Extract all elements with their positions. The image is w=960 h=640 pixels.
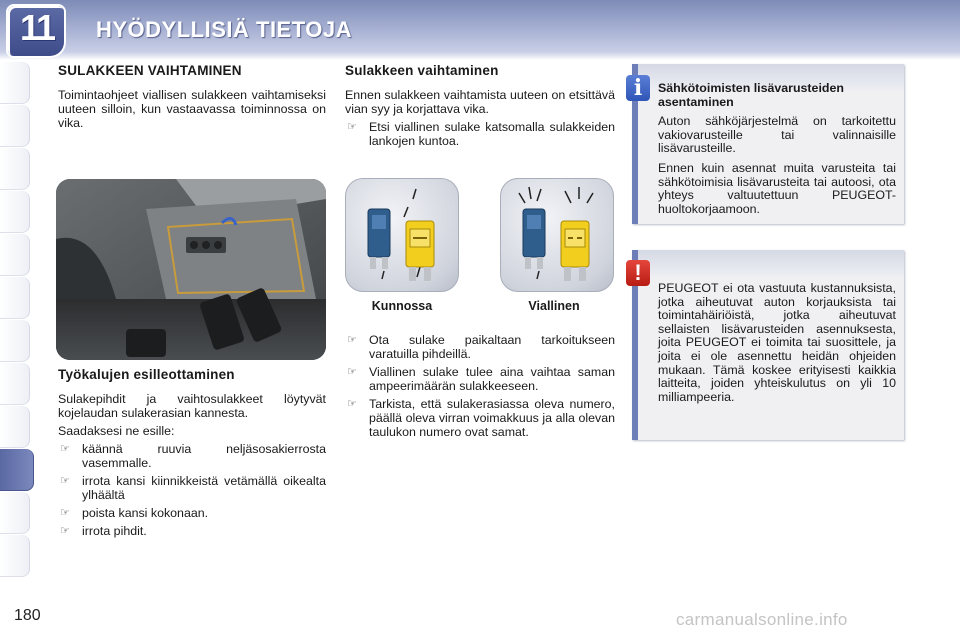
- thumb-tab[interactable]: [0, 492, 30, 534]
- left-column-bottom: [58, 368, 326, 542]
- pointing-hand-icon: ☞: [60, 507, 70, 519]
- thumb-tab[interactable]: [0, 320, 30, 362]
- fuse-check-list: [345, 120, 615, 148]
- chapter-thumb-index: [0, 62, 34, 574]
- pointing-hand-icon: ☞: [347, 334, 357, 346]
- thumb-tab[interactable]: [0, 535, 30, 577]
- thumb-tab[interactable]: [0, 105, 30, 147]
- thumb-tab[interactable]: [0, 191, 30, 233]
- pointing-hand-icon: ☞: [347, 121, 357, 133]
- list-item: ☞ Etsi viallinen sulake katsomalla sulakkeiden lankojen kuntoa.: [347, 120, 615, 148]
- fuse-faulty-illustration: [500, 178, 614, 292]
- list-item: ☞ Tarkista, että sulakerasiassa oleva numero, päällä oleva virran voimakkuus ja alla olevan taulukon numero ovat samat.: [347, 397, 615, 439]
- tools-lead: Saadaksesi ne esille:: [58, 424, 175, 438]
- blown-fuse-icon: [501, 179, 615, 293]
- fuse-faulty-caption: Viallinen: [528, 299, 580, 313]
- tools-steps-list: [58, 442, 326, 538]
- info-paragraph: Auton sähköjärjestelmä on tarkoitettu vakiovarusteille tai valinnaisille lisävarusteille.: [658, 114, 896, 156]
- fuse-change-heading: Sulakkeen vaihtaminen: [345, 63, 499, 78]
- fuse-ok-illustration: [345, 178, 459, 292]
- section-heading: SULAKKEEN VAIHTAMINEN: [58, 63, 242, 78]
- chapter-number: 11: [19, 7, 55, 48]
- list-item: ☞ Ota sulake paikaltaan tarkoitukseen varatuilla pihdeillä.: [347, 333, 615, 361]
- list-item: ☞ irrota kansi kiinnikkeistä vetämällä oikealta ylhäältä: [60, 474, 326, 502]
- warning-icon: !: [626, 260, 650, 286]
- pointing-hand-icon: ☞: [347, 398, 357, 410]
- warning-text: PEUGEOT ei ota vastuuta kustannuksista, jotka aiheutuvat auton korjauksista tai toimintahäiriöistä, jotka aiheutuvat sellaisten lisävarusteiden asennuksesta, joita PEUGEOT ei toimita tai suosittele, ja joita ei ole asennettu heidän ohjeiden mukaan. Tämä koskee erityisesti kaikkia laitteita, joiden yhteiskulutus on yli 10 milliampeeria.: [658, 281, 896, 404]
- dashboard-fusebox-photo: [56, 179, 326, 360]
- thumb-tab[interactable]: [0, 62, 30, 104]
- info-box-title: Sähkötoimisten lisävarusteiden asentaminen: [658, 81, 844, 109]
- intro-text: Toimintaohjeet viallisen sulakkeen vaihtamiseksi uuteen silloin, kun vastaavassa toiminnossa on vika.: [58, 88, 326, 130]
- pointing-hand-icon: ☞: [60, 443, 70, 455]
- thumb-tab[interactable]: [0, 363, 30, 405]
- tools-heading: Työkalujen esilleottaminen: [58, 367, 235, 382]
- fuse-ok-caption: Kunnossa: [371, 299, 433, 313]
- warning-box-header-band: [638, 250, 904, 276]
- page-number: 180: [14, 607, 41, 624]
- info-box-content: [658, 82, 896, 222]
- thumb-tab-active[interactable]: [0, 449, 34, 491]
- photo-illustration: [56, 179, 326, 360]
- tools-text: Sulakepihdit ja vaihtosulakkeet löytyvät kojelaudan sulakerasian kannesta.: [58, 392, 326, 420]
- warning-box-content: [658, 282, 896, 410]
- list-item: ☞ Viallinen sulake tulee aina vaihtaa saman ampeerimäärän sulakkeeseen.: [347, 365, 615, 393]
- thumb-tab[interactable]: [0, 234, 30, 276]
- info-paragraph: Ennen kuin asennat muita varusteita tai sähkötoimisia lisävarusteita tai autoosi, ota yhteys valtuutettuun PEUGEOT-huoltokorjaamoon.: [658, 160, 896, 216]
- thumb-tab[interactable]: [0, 406, 30, 448]
- intact-fuse-icon: [346, 179, 460, 293]
- thumb-tab[interactable]: [0, 277, 30, 319]
- page-title: HYÖDYLLISIÄ TIETOJA: [96, 17, 353, 42]
- pointing-hand-icon: ☞: [60, 525, 70, 537]
- pointing-hand-icon: ☞: [347, 366, 357, 378]
- watermark: carmanualsonline.info: [676, 610, 848, 629]
- pointing-hand-icon: ☞: [60, 475, 70, 487]
- header-fade: [0, 52, 960, 60]
- list-item: ☞ käännä ruuvia neljäsosakierrosta vasemmalle.: [60, 442, 326, 470]
- list-item: ☞ poista kansi kokonaan.: [60, 506, 209, 520]
- thumb-tab[interactable]: [0, 148, 30, 190]
- fuse-replace-steps: [345, 333, 615, 439]
- fuse-change-intro: Ennen sulakkeen vaihtamista uuteen on etsittävä vian syy ja korjattava vika.: [345, 88, 615, 116]
- list-item: ☞ irrota pihdit.: [60, 524, 147, 538]
- middle-column-bottom: [345, 333, 615, 443]
- info-icon: i: [626, 75, 650, 101]
- left-column-top: [58, 64, 326, 134]
- middle-column-top: [345, 64, 615, 152]
